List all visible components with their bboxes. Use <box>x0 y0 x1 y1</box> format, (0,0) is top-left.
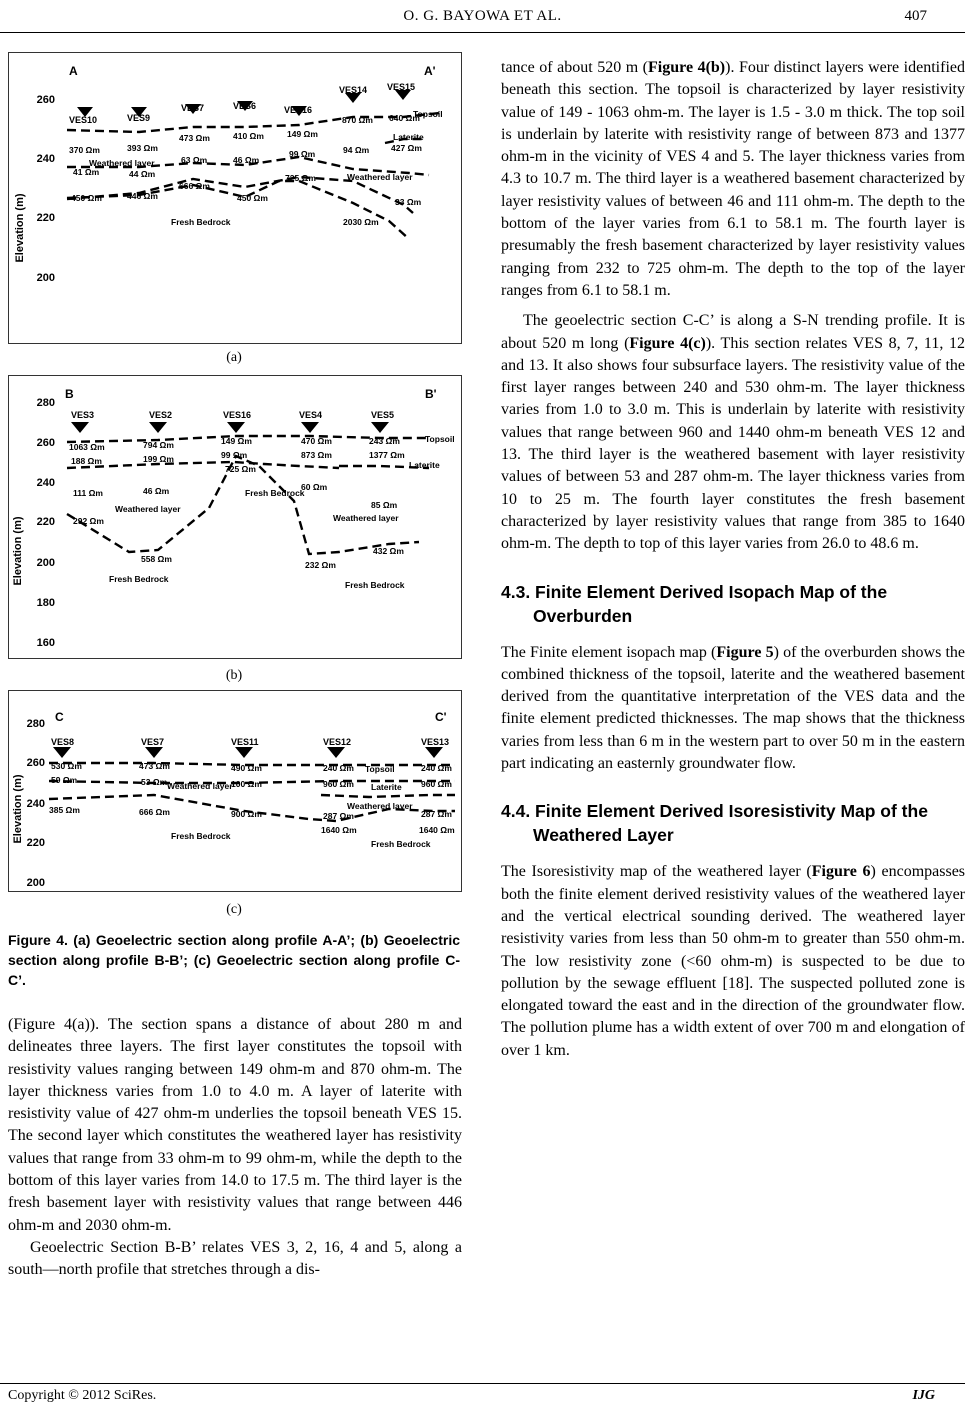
y-tick: 200 <box>26 877 45 889</box>
resistivity-label: 85 Ωm <box>371 500 398 510</box>
resistivity-label: 232 Ωm <box>305 560 336 570</box>
section-heading: 4.4. Finite Element Derived Isoresistivity Map of the Weathered Layer <box>501 801 928 846</box>
resistivity-label: 60 Ωm <box>301 482 328 492</box>
journal-abbrev: IJG <box>912 1388 935 1403</box>
layer-label: Fresh Bedrock <box>245 488 305 498</box>
figure-ref: Figure 4(c) <box>629 334 706 352</box>
resistivity-label: 725 Ωm <box>225 464 256 474</box>
y-tick: 220 <box>26 837 45 849</box>
resistivity-label: 149 Ωm <box>221 436 252 446</box>
resistivity-label: 473 Ωm <box>179 133 210 143</box>
resistivity-label: 199 Ωm <box>143 454 174 464</box>
resistivity-label: 46 Ωm <box>143 486 170 496</box>
paragraph <box>8 1014 462 1237</box>
resistivity-label: 640 Ωm <box>389 113 420 123</box>
y-tick: 260 <box>36 437 55 449</box>
paragraph: The geoelectric section C-C’ is along a S-N trending profile. It is about 520 m long (Figure 4(c)). This section relates VES 8, 7, 11, 12 and 13. It also shows four subsurface layers. The resistivity value of the first layer ranges between 240 and 530 ohm-m. The layer thickness varies from 1.0 to 3.0 m. This is underlain by laterite with resistivity values that range between 960 and 1440 ohm-m beneath VES 12 and 13. The third layer is the weathered basement with layer resistivity values of between 53 and 287 ohm-m. The layer thickness varies from 10 to 25 m. The fourth layer constitutes the fresh basement characterized by layer resistivity values that range from 385 to 1640 ohm-m. The depth to top of this layer varies from 26.0 to 48.6 m. <box>501 312 965 553</box>
y-tick: 200 <box>36 557 55 569</box>
paragraph: The Isoresistivity map of the weathered layer (Figure 6) encompasses both the finite element derived resistivity values of the weathered layer and the vertical electrical sounding derived. The weathered layer resistivity varies from less than 50 ohm-m to greater than 550 ohm-m. The low resistivity zone (<60 ohm-m) is suspected to be due to pollution by the sewage effluent [18]. The suspected polluted zone is elongated toward the east and in the direction of the groundwater flow. The pollution plume has a width extent of over 700 m and elongation of over 1 km. <box>501 863 965 1059</box>
layer-label: Topsoil <box>365 764 395 774</box>
left-column <box>8 1014 462 1282</box>
resistivity-label: 666 Ωm <box>179 181 210 191</box>
station-label: VES12 <box>323 737 352 747</box>
resistivity-label: 46 Ωm <box>233 155 260 165</box>
topsoil-boundary <box>67 113 439 132</box>
resistivity-label: 1377 Ωm <box>369 450 405 460</box>
station-marker <box>71 422 89 433</box>
resistivity-label: 99 Ωm <box>221 450 248 460</box>
geoelectric-section-b <box>9 376 461 658</box>
station-label: VES10 <box>69 115 98 125</box>
panel-label-a: (a) <box>226 350 242 365</box>
resistivity-label: 149 Ωm <box>287 129 318 139</box>
station-label: VES15 <box>387 82 416 92</box>
laterite-boundary <box>321 795 455 797</box>
layer-label: Weathered layer <box>333 513 399 523</box>
station-label: VES16 <box>223 410 252 420</box>
resistivity-label: 59 Ωm <box>51 775 78 785</box>
station-marker <box>327 747 345 758</box>
y-axis-label: Elevation (m) <box>12 774 24 844</box>
right-column <box>501 57 965 1062</box>
layer-label: Weathered layer <box>347 801 413 811</box>
resistivity-label: 870 Ωm <box>342 115 373 125</box>
y-tick: 220 <box>36 516 55 528</box>
resistivity-label: 1640 Ωm <box>321 825 357 835</box>
resistivity-label: 287 Ωm <box>323 811 354 821</box>
resistivity-label: 240 Ωm <box>323 763 354 773</box>
resistivity-label: 450 Ωm <box>237 193 268 203</box>
station-marker <box>235 747 253 758</box>
resistivity-label: 432 Ωm <box>373 546 404 556</box>
y-tick: 180 <box>36 597 55 609</box>
profile-start-label: C <box>55 710 64 724</box>
layer-label: Fresh Bedrock <box>345 580 405 590</box>
resistivity-label: 243 Ωm <box>369 436 400 446</box>
station-label: VES14 <box>339 85 368 95</box>
paragraph: Geoelectric Section B-B’ relates VES 3, 2, 16, 4 and 5, along a south—north profile that stretches through a dis- <box>8 1238 462 1279</box>
station-marker <box>53 747 71 758</box>
resistivity-label: 446 Ωm <box>127 191 158 201</box>
geoelectric-section-c <box>9 691 461 891</box>
y-tick: 260 <box>36 94 55 106</box>
resistivity-label: 450 Ωm <box>71 193 102 203</box>
layer-label: Weathered layer <box>167 781 233 791</box>
header-rule <box>0 32 965 33</box>
resistivity-label: 1063 Ωm <box>69 442 105 452</box>
resistivity-label: 666 Ωm <box>139 807 170 817</box>
profile-end-label: C' <box>435 710 447 724</box>
figure-ref: (Figure 4(a)) <box>8 1016 96 1033</box>
figure-4a <box>8 52 462 344</box>
layer-label: Fresh Bedrock <box>171 831 231 841</box>
station-label: VES13 <box>421 737 450 747</box>
resistivity-label: 44 Ωm <box>129 169 156 179</box>
resistivity-label: 287 Ωm <box>421 809 452 819</box>
resistivity-label: 111 Ωm <box>73 488 103 498</box>
station-label: VES11 <box>231 737 259 747</box>
figure-ref: Figure 5 <box>716 643 774 661</box>
resistivity-label: 725 Ωm <box>285 173 316 183</box>
y-tick: 240 <box>36 477 55 489</box>
resistivity-label: 473 Ωm <box>139 761 170 771</box>
profile-end-label: A' <box>424 64 436 78</box>
y-axis-label: Elevation (m) <box>14 193 26 263</box>
resistivity-label: 410 Ωm <box>233 131 264 141</box>
layer-label: Weathered layer <box>89 158 155 168</box>
layer-label: Fresh Bedrock <box>109 574 169 584</box>
station-marker <box>301 422 319 433</box>
layer-label: Laterite <box>409 460 440 470</box>
y-tick: 220 <box>36 212 55 224</box>
resistivity-label: 393 Ωm <box>127 143 158 153</box>
station-label: VES8 <box>51 737 75 747</box>
station-label: VES9 <box>127 113 151 123</box>
footer-rule <box>0 1383 965 1384</box>
layer-label: Laterite <box>371 782 402 792</box>
layer-label: Laterite <box>393 132 424 142</box>
resistivity-label: 292 Ωm <box>73 516 104 526</box>
station-marker <box>227 422 245 433</box>
y-tick: 280 <box>26 718 45 730</box>
y-tick: 280 <box>36 397 55 409</box>
station-label: VES16 <box>284 105 313 115</box>
resistivity-label: 470 Ωm <box>301 436 332 446</box>
resistivity-label: 370 Ωm <box>69 145 100 155</box>
panel-label-b: (b) <box>225 668 243 683</box>
y-tick: 160 <box>36 637 55 649</box>
y-tick: 260 <box>26 757 45 769</box>
resistivity-label: 100 Ωm <box>231 779 262 789</box>
station-label: VES6 <box>233 101 257 111</box>
y-tick: 200 <box>36 272 55 284</box>
resistivity-label: 873 Ωm <box>301 450 332 460</box>
geoelectric-section-a <box>9 53 461 343</box>
copyright-notice: Copyright © 2012 SciRes. <box>8 1388 157 1403</box>
layer-label: Fresh Bedrock <box>171 217 231 227</box>
layer-label: Fresh Bedrock <box>371 839 431 849</box>
layer-label: Weathered layer <box>115 504 181 514</box>
layer-label: Topsoil <box>413 109 443 119</box>
resistivity-label: 1640 Ωm <box>419 825 455 835</box>
resistivity-label: 33 Ωm <box>395 197 422 207</box>
bedrock-boundary <box>67 181 409 239</box>
running-header <box>0 0 965 28</box>
resistivity-label: 427 Ωm <box>391 143 422 153</box>
weathered-top-boundary <box>67 462 339 468</box>
station-label: VES7 <box>181 103 205 113</box>
resistivity-label: 960 Ωm <box>421 779 452 789</box>
station-label: VES4 <box>299 410 323 420</box>
resistivity-label: 960 Ωm <box>323 779 354 789</box>
y-axis-label: Elevation (m) <box>12 516 24 586</box>
station-label: VES7 <box>141 737 165 747</box>
station-marker <box>425 747 443 758</box>
profile-start-label: A <box>69 64 78 78</box>
y-tick: 240 <box>26 798 45 810</box>
layer-label: Weathered layer <box>347 172 413 182</box>
paragraph: tance of about 520 m (Figure 4(b)). Four distinct layers were identified beneath this section. The topsoil is characterized by layer resistivity value of 149 - 1063 ohm-m. The layer is 1.5 - 3.0 m thick. The top soil is underlain by laterite with resistivity range of between 873 and 1377 ohm-m in the vicinity of VES 4 and 5. The layer thickness varies from 4.3 to 10.7 m. The third layer is a weathered basement characterized by layer resistivity values of between 46 and 111 ohm-m. The depth to the bottom of the layer varies from 6.1 to 58.1 m. The fourth layer is presumably the fresh basement characterized by layer resistivity values ranging from 232 to 725 ohm-m. The depth to the top of the layer ranges from 6.1 to 58.1 m. <box>501 59 965 299</box>
resistivity-label: 558 Ωm <box>141 554 172 564</box>
station-label: VES5 <box>371 410 395 420</box>
station-label: VES2 <box>149 410 173 420</box>
figure-4c <box>8 690 462 892</box>
resistivity-label: 385 Ωm <box>49 805 80 815</box>
profile-start-label: B <box>65 387 74 401</box>
resistivity-label: 2030 Ωm <box>343 217 379 227</box>
figure-4b <box>8 375 462 659</box>
resistivity-label: 41 Ωm <box>73 167 100 177</box>
y-tick: 240 <box>36 153 55 165</box>
station-marker <box>145 747 163 758</box>
resistivity-label: 63 Ωm <box>181 155 208 165</box>
figure-ref: Figure 4(b) <box>648 59 726 76</box>
paragraph-text: . The section spans a distance of about 280 m and delineates three layers. The first layer constitutes the topsoil with resistivity values ranging between 149 ohm-m and 870 ohm-m. The layer thickness varies from 1.0 to 4.0 m. A layer of laterite with resistivity value of 427 ohm-m underlies the topsoil beneath VES 15. The second layer which constitutes the weathered layer has resistivity values that range from 33 ohm-m to 99 ohm-m, while the depth to the bottom of this layer varies from 14.0 to 17.5 m. The third layer is the fresh basement layer with resistivity values that range between 446 ohm-m and 2030 ohm-m. <box>8 1016 463 1234</box>
resistivity-label: 99 Ωm <box>289 149 316 159</box>
station-marker <box>371 422 389 433</box>
resistivity-label: 794 Ωm <box>143 440 174 450</box>
profile-end-label: B' <box>425 387 437 401</box>
running-title: O. G. BAYOWA ET AL. <box>403 8 562 24</box>
panel-label-c: (c) <box>226 902 242 917</box>
section-heading: 4.3. Finite Element Derived Isopach Map of the Overburden <box>501 581 888 626</box>
figure-ref: Figure 6 <box>811 863 871 881</box>
resistivity-label: 240 Ωm <box>421 763 452 773</box>
resistivity-label: 490 Ωm <box>231 763 262 773</box>
resistivity-label: 530 Ωm <box>51 761 82 771</box>
resistivity-label: 53 Ωm <box>141 777 168 787</box>
station-marker <box>149 422 167 433</box>
resistivity-label: 188 Ωm <box>71 456 102 466</box>
page-number: 407 <box>904 8 927 24</box>
layer-label: Topsoil <box>425 434 455 444</box>
station-label: VES3 <box>71 410 95 420</box>
resistivity-label: 900 Ωm <box>231 809 262 819</box>
paragraph: The Finite element isopach map (Figure 5) of the overburden shows the combined thickness of the topsoil, laterite and the weathered basement derived from the quantitative interpretation of the VES data and the finite element predicted thicknesses. The map shows that the thickness varies from less than 6 m in the western part to over 50 m in the eastern part indicating an easternly groundwater flow. <box>501 643 965 773</box>
figure-caption: Figure 4. (a) Geoelectric section along profile A-A’; (b) Geoelectric section along profile B-B’; (c) Geoelectric section along profile C-C’. <box>8 932 460 988</box>
resistivity-label: 94 Ωm <box>343 145 370 155</box>
